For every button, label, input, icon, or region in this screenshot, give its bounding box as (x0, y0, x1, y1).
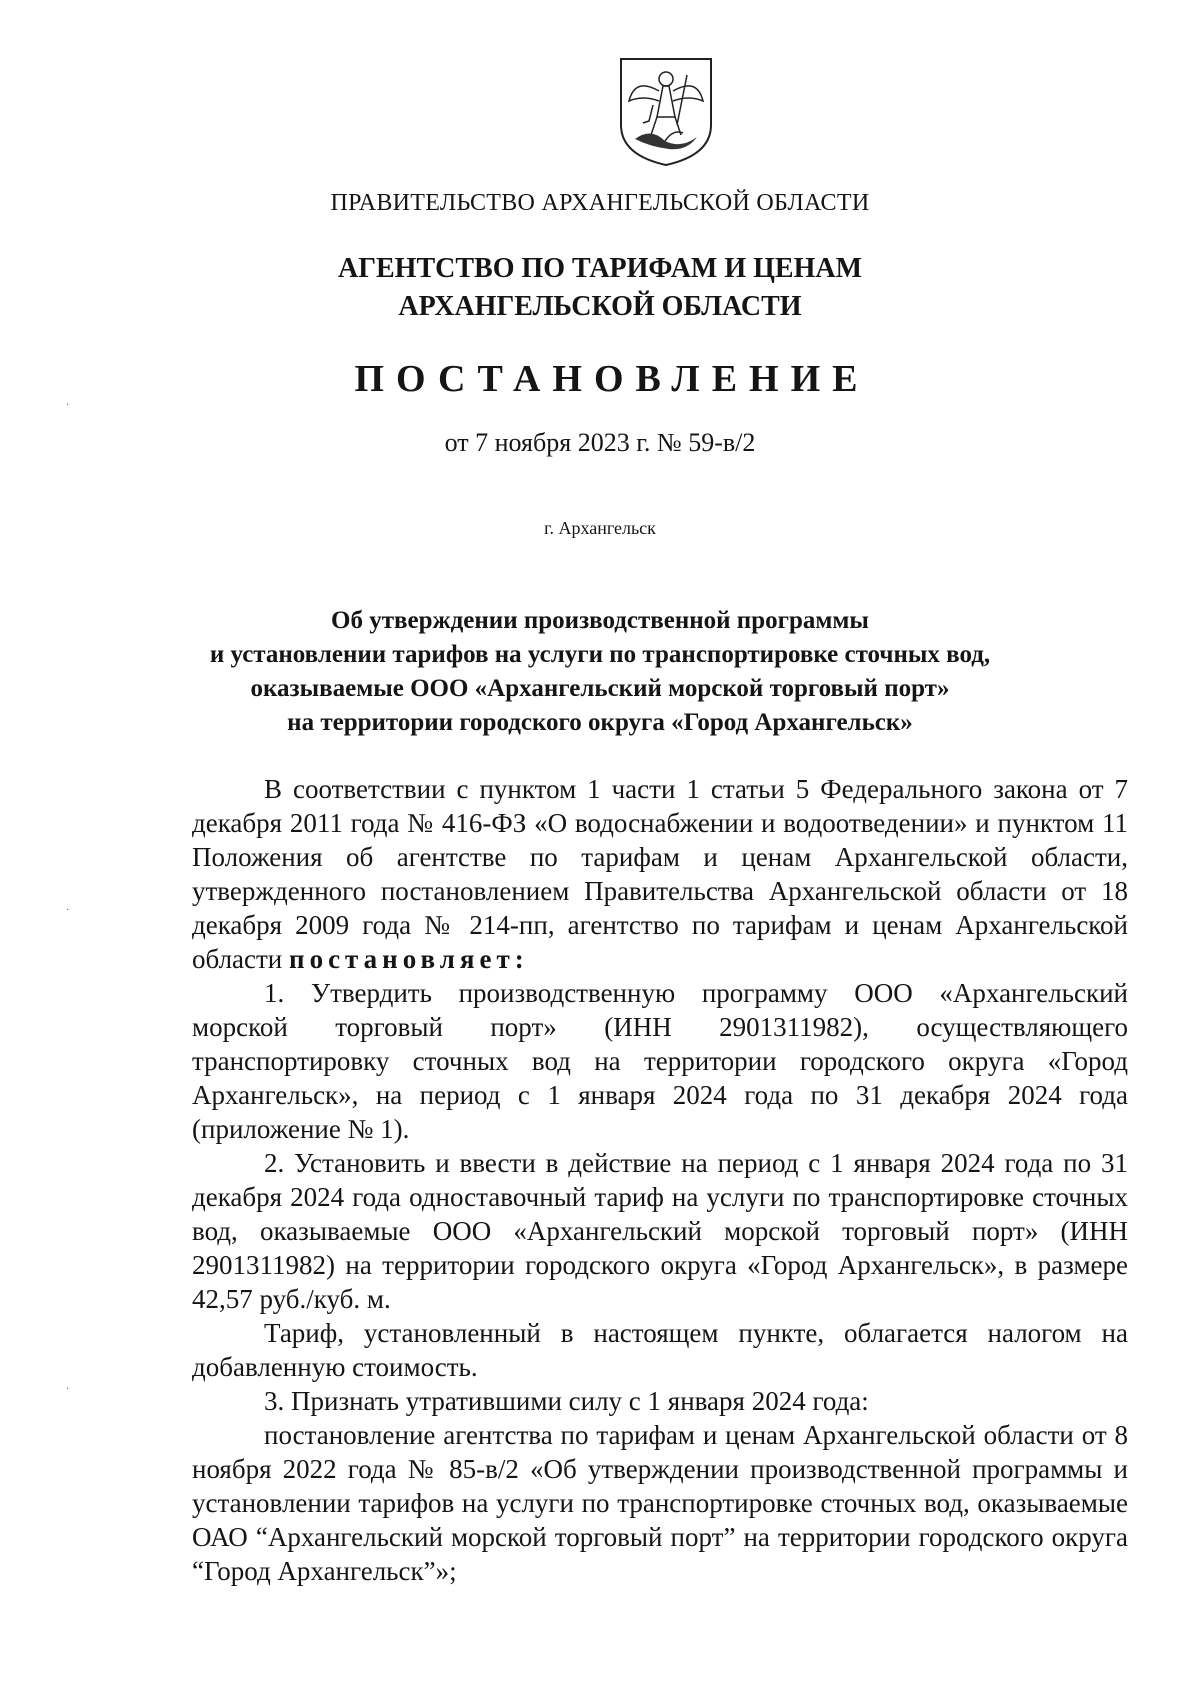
subject-line2: и установлении тарифов на услуги по транспортировке сточных вод, (209, 641, 991, 668)
government-name: ПРАВИТЕЛЬСТВО АРХАНГЕЛЬСКОЙ ОБЛАСТИ (330, 190, 870, 216)
agency-name (0, 250, 1200, 326)
document-body (192, 772, 1128, 1588)
document-city: г. Архангельск (544, 518, 656, 538)
coat-of-arms-emblem (617, 55, 715, 167)
scan-mark: · (66, 1384, 70, 1395)
item-3-subitem-1: постановление агентства по тарифам и ценам Архангельской области от 8 ноября 2022 года № 85-в/2 «Об утверждении производственной программы и установлении тарифов на услуги по транспортировке сточных вод, оказываемые ОАО “Архангельский морской торговый порт” на территории городского округа “Город Архангельск”»; (192, 1420, 1128, 1586)
item-2: 2. Установить и ввести в действие на период с 1 января 2024 года по 31 декабря 2024 года одноставочный тариф на услуги по транспортировке сточных вод, оказываемые ООО «Архангельский морской торговый порт» (ИНН 2901311982) на территории городского округа «Город Архангельск», в размере 42,57 руб./куб. м. (192, 1148, 1128, 1314)
decree-word: постановляет: (289, 944, 529, 974)
subject-line3: оказываемые ООО «Архангельский морской торговый порт» (250, 675, 950, 702)
preamble-text: В соответствии с пунктом 1 части 1 статьи 5 Федерального закона от 7 декабря 2011 года № 416-ФЗ «О водоснабжении и водоотведении» и пунктом 11 Положения об агентстве по тарифам и ценам Архангельской области, утвержденного постановлением Правительства Архангельской области от 18 декабря 2009 года № 214-пп, агентство по тарифам и ценам Архангельской области (192, 774, 1128, 974)
scan-mark: · (66, 905, 70, 916)
subject-line1: Об утверждении производственной программы (331, 607, 869, 634)
item-2-vat-note: Тариф, установленный в настоящем пункте, облагается налогом на добавленную стоимость. (192, 1318, 1128, 1382)
agency-name-line2: АРХАНГЕЛЬСКОЙ ОБЛАСТИ (398, 291, 802, 322)
scan-mark: · (66, 400, 70, 411)
document-subject (0, 604, 1200, 740)
subject-line4: на территории городского округа «Город Архангельск» (287, 709, 913, 736)
preamble-paragraph (192, 772, 1128, 976)
item-3: 3. Признать утратившими силу с 1 января 2024 года: (264, 1386, 869, 1416)
document-type: ПОСТАНОВЛЕНИЕ (354, 358, 870, 400)
document-date-number: от 7 ноября 2023 г. № 59-в/2 (444, 428, 756, 457)
item-1: 1. Утвердить производственную программу ООО «Архангельский морской торговый порт» (ИНН 2901311982), осуществляющего транспортировку сточных вод на территории городского округа «Город Архангельск», на период с 1 января 2024 года по 31 декабря 2024 года (приложение № 1). (192, 978, 1128, 1144)
agency-name-line1: АГЕНТСТВО ПО ТАРИФАМ И ЦЕНАМ (337, 253, 863, 284)
